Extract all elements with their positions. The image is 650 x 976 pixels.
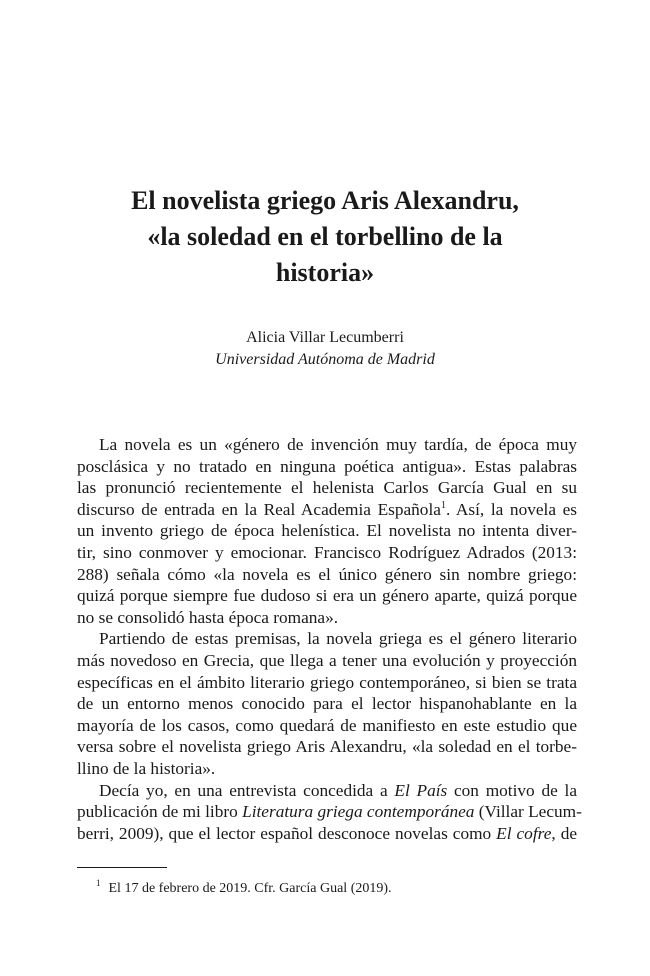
text-line: mayoría de los casos, como quedará de manifiesto en este estudio que xyxy=(77,715,577,735)
body-text xyxy=(77,434,582,844)
footnote-number: 1 xyxy=(96,878,101,889)
text-line: no se consolidó hasta época romana». xyxy=(77,607,339,627)
text-fragment: berri, 2009), que el lector español desconoce novelas como xyxy=(77,823,497,843)
text-line: versa sobre el novelista griego Aris Alexandru, «la soledad en el torbe- xyxy=(77,737,577,757)
text-fragment: Decía yo, en una entrevista concedida a xyxy=(99,780,395,800)
title-line: historia» xyxy=(275,258,375,287)
italic-title: El País xyxy=(394,780,448,800)
italic-title: El cofre xyxy=(496,823,552,843)
text-fragment: . Así, la novela es xyxy=(445,499,578,519)
text-line: un invento griego de época helenística. El novelista no intenta diver- xyxy=(77,521,577,541)
footnote xyxy=(96,880,576,898)
article-title xyxy=(70,183,580,291)
text-line: posclásica y no tratado en ninguna poética antigua». Estas palabras xyxy=(77,456,577,476)
author-name: Alicia Villar Lecumberri xyxy=(246,329,404,346)
text-line xyxy=(77,780,577,802)
text-fragment: con motivo de la xyxy=(447,780,577,800)
text-line: La novela es un «género de invención muy tardía, de época muy xyxy=(99,435,577,454)
footnote-divider xyxy=(77,867,167,868)
text-line: Partiendo de estas premisas, la novela griega es el género literario xyxy=(99,629,577,649)
text-fragment: publicación de mi libro xyxy=(77,802,243,822)
italic-title: Literatura griega contemporánea xyxy=(242,802,475,822)
text-line: específicas en el ámbito literario griego contemporáneo, si bien se trata xyxy=(77,672,577,692)
text-fragment: , de xyxy=(551,823,578,843)
text-line xyxy=(77,801,582,823)
title-line: El novelista griego Aris Alexandru, xyxy=(131,186,519,215)
text-fragment: discurso de entrada en la Real Academia Española xyxy=(77,499,441,519)
title-line: «la soledad en el torbellino de la xyxy=(147,222,503,251)
text-line: tir, sino conmover y emocionar. Francisco Rodríguez Adrados (2013: xyxy=(77,542,577,562)
footnote-text: El 17 de febrero de 2019. Cfr. García Gual (2019). xyxy=(108,881,392,896)
text-line: 288) señala cómo «la novela es el único género sin nombre griego: xyxy=(77,564,577,584)
text-line: las pronunció recientemente el helenista Carlos García Gual en su xyxy=(77,478,577,498)
author-affiliation: Universidad Autónoma de Madrid xyxy=(215,351,435,368)
text-fragment: (Villar Lecum- xyxy=(474,802,582,822)
text-line xyxy=(77,823,577,845)
text-line: quizá porque siempre fue dudoso si era un género aparte, quizá porque xyxy=(77,586,577,606)
text-line: de un entorno menos conocido para el lector hispanohablante en la xyxy=(77,694,577,714)
text-line xyxy=(77,499,577,521)
text-line: más novedoso en Grecia, que llega a tener una evolución y proyección xyxy=(77,650,577,670)
footnote-reference[interactable]: 1 xyxy=(440,500,446,512)
text-line: llino de la historia». xyxy=(77,758,216,778)
